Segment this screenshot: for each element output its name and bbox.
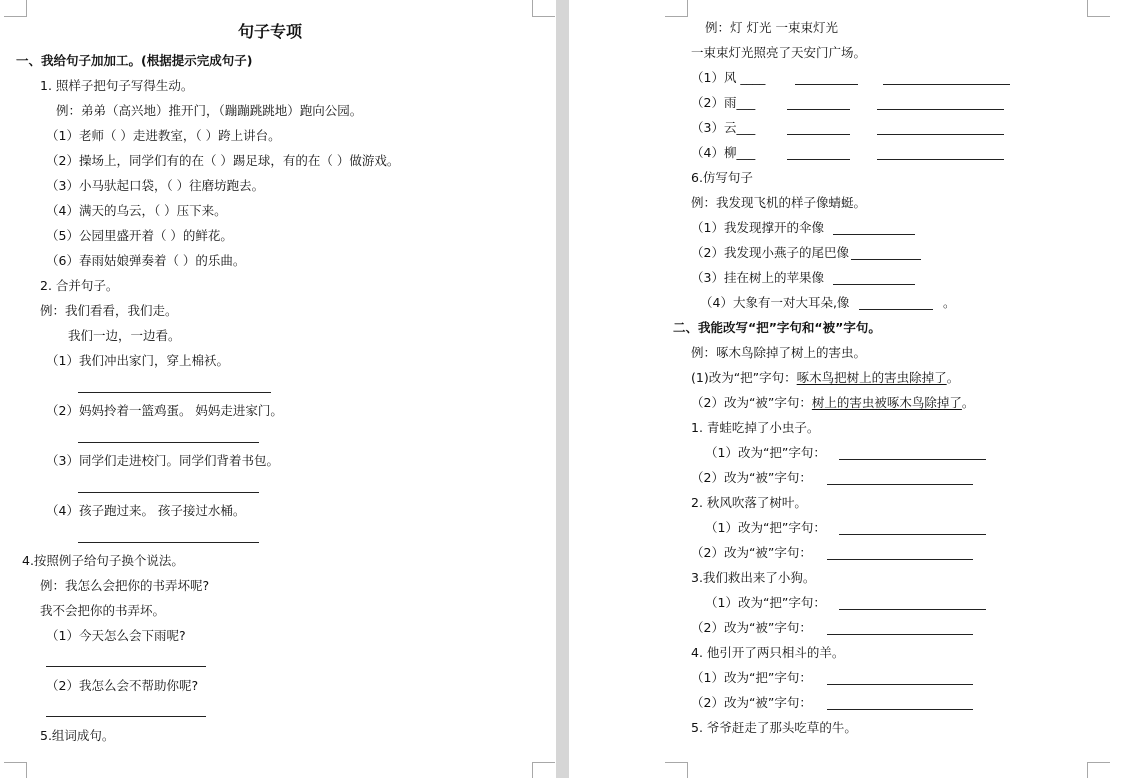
- document-page-left: [0, 0, 556, 778]
- page-title: 句子专项: [238, 22, 303, 41]
- answer-line: [827, 634, 973, 635]
- question-item: （1）我发现撑开的伞像: [691, 220, 824, 235]
- punctuation: 。: [961, 395, 975, 410]
- page-gap: [556, 0, 569, 778]
- answer-line: [877, 159, 1004, 160]
- example-text: 例：我们看看，我们走。: [40, 303, 178, 318]
- answer-line: [795, 84, 858, 85]
- rewrite-bei-label: （2）改为“被”字句：: [691, 620, 812, 635]
- answer-line: [78, 492, 259, 493]
- page-corner-mark: [4, 762, 27, 778]
- rewrite-bei-label: （2）改为“被”字句：: [691, 470, 812, 485]
- answer-line: [839, 459, 986, 460]
- answer-line: [78, 542, 259, 543]
- example-answer: 我不会把你的书弄坏。: [40, 603, 166, 618]
- answer-line: [877, 109, 1004, 110]
- answer-line: [839, 609, 986, 610]
- example-answer: 树上的害虫被啄木鸟除掉了: [811, 395, 962, 410]
- page-corner-mark: [1087, 762, 1110, 778]
- question-item: （4）孩子跑过来。 孩子接过水桶。: [46, 503, 246, 518]
- rewrite-ba-label: （1）改为“把”字句：: [691, 670, 812, 685]
- question-item: （4）大象有一对大耳朵,像: [700, 295, 850, 310]
- rewrite-ba-label: （1）改为“把”字句：: [705, 520, 826, 535]
- answer-line: [78, 442, 259, 443]
- answer-line: [787, 134, 850, 135]
- question-item: （5）公园里盛开着（ ）的鲜花。: [46, 228, 233, 243]
- question-item: （1）我们冲出家门，穿上棉袄。: [46, 353, 229, 368]
- answer-line: [833, 234, 915, 235]
- example-text: 例：我发现飞机的样子像蜻蜓。: [691, 195, 867, 210]
- answer-line: [833, 284, 915, 285]
- question-6: 6.仿写句子: [691, 170, 753, 185]
- document-page-right: [569, 0, 1125, 778]
- question-item: （4）柳___: [691, 145, 756, 160]
- punctuation: 。: [946, 370, 960, 385]
- question-item: 1. 青蛙吃掉了小虫子。: [691, 420, 820, 435]
- example-label: （2）改为“被”字句：: [691, 395, 812, 410]
- punctuation: 。: [943, 295, 956, 310]
- question-item: 3.我们救出来了小狗。: [691, 570, 816, 585]
- section-heading-1: 一、我给句子加加工。(根据提示完成句子): [16, 53, 253, 68]
- question-item: （2）我发现小燕子的尾巴像: [691, 245, 849, 260]
- question-item: （4）满天的乌云，（ ）压下来。: [46, 203, 227, 218]
- question-item: （1）风 ____: [691, 70, 766, 85]
- question-item: （3）云___: [691, 120, 756, 135]
- question-item: （3）同学们走进校门。同学们背着书包。: [46, 453, 279, 468]
- answer-line: [859, 309, 933, 310]
- rewrite-ba-label: （1）改为“把”字句：: [705, 595, 826, 610]
- rewrite-ba-label: （1）改为“把”字句：: [705, 445, 826, 460]
- page-corner-mark: [532, 762, 555, 778]
- example-answer: 啄木鸟把树上的害虫除掉了: [796, 370, 947, 385]
- page-corner-mark: [4, 0, 27, 17]
- rewrite-bei-label: （2）改为“被”字句：: [691, 545, 812, 560]
- question-item: 5. 爷爷赶走了那头吃草的牛。: [691, 720, 857, 735]
- example-text: 例：我怎么会把你的书弄坏呢?: [40, 578, 210, 593]
- question-item: （1）今天怎么会下雨呢?: [46, 628, 186, 643]
- answer-line: [883, 84, 1010, 85]
- answer-line: [787, 159, 850, 160]
- example-text: 例：灯 灯光 一束束灯光: [705, 20, 838, 35]
- question-1: 1. 照样子把句子写得生动。: [40, 78, 194, 93]
- answer-line: [78, 392, 271, 393]
- question-item: （3）挂在树上的苹果像: [691, 270, 824, 285]
- answer-line: [46, 666, 206, 667]
- example-answer-line: [691, 395, 974, 411]
- question-4: 4.按照例子给句子换个说法。: [22, 553, 184, 568]
- question-item: 2. 秋风吹落了树叶。: [691, 495, 807, 510]
- question-item: （2）我怎么会不帮助你呢?: [46, 678, 199, 693]
- question-2: 2. 合并句子。: [40, 278, 119, 293]
- example-text: 例：啄木鸟除掉了树上的害虫。: [691, 345, 867, 360]
- question-5: 5.组词成句。: [40, 728, 115, 743]
- answer-line: [46, 716, 206, 717]
- page-corner-mark: [532, 0, 555, 17]
- question-item: （2）雨___: [691, 95, 756, 110]
- example-answer: 我们一边，一边看。: [68, 328, 181, 343]
- answer-line: [877, 134, 1004, 135]
- page-corner-mark: [665, 0, 688, 17]
- answer-line: [827, 484, 973, 485]
- question-item: 4. 他引开了两只相斗的羊。: [691, 645, 845, 660]
- answer-line: [827, 709, 973, 710]
- question-item: （2）操场上，同学们有的在（ ）踢足球，有的在（ ）做游戏。: [46, 153, 400, 168]
- answer-line: [827, 559, 973, 560]
- answer-line: [787, 109, 850, 110]
- page-corner-mark: [1087, 0, 1110, 17]
- section-heading-2: 二、我能改写“把”字句和“被”字句。: [673, 320, 881, 335]
- question-item: （1）老师（ ）走进教室，（ ）跨上讲台。: [46, 128, 281, 143]
- question-item: （2）妈妈拎着一篮鸡蛋。 妈妈走进家门。: [46, 403, 283, 418]
- question-item: （3）小马驮起口袋，（ ）往磨坊跑去。: [46, 178, 265, 193]
- answer-line: [839, 534, 986, 535]
- example-sentence: 一束束灯光照亮了天安门广场。: [691, 45, 867, 60]
- page-corner-mark: [665, 762, 688, 778]
- answer-line: [827, 684, 973, 685]
- example-answer-line: [691, 370, 959, 386]
- example-text: 例：弟弟（高兴地）推开门，（蹦蹦跳跳地）跑向公园。: [56, 103, 363, 118]
- answer-line: [851, 259, 921, 260]
- rewrite-bei-label: （2）改为“被”字句：: [691, 695, 812, 710]
- example-label: (1)改为“把”字句：: [691, 370, 797, 385]
- question-item: （6）春雨姑娘弹奏着（ ）的乐曲。: [46, 253, 246, 268]
